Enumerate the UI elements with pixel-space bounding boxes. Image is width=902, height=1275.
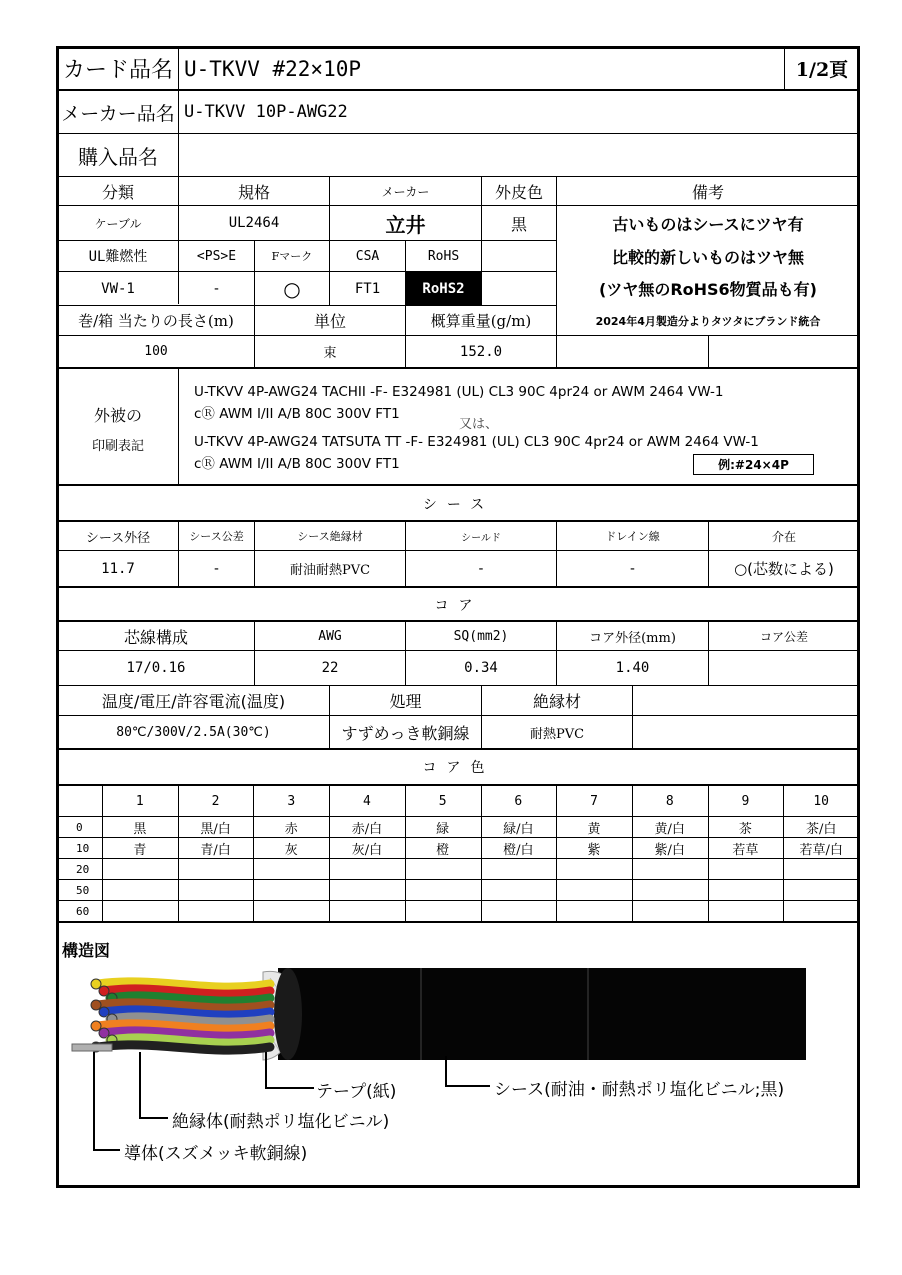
color-row-label: 60 (76, 905, 90, 918)
color-cell: 黄/白 (654, 821, 685, 837)
color-cell: 若草 (732, 842, 759, 858)
remark-line-4: 2024年4月製造分よりタツタにブランド統合 (595, 314, 821, 328)
sheath-insulation-value: 耐油耐熱PVC (289, 563, 371, 578)
rohs-label: RoHS (427, 248, 460, 264)
color-cell (708, 901, 784, 921)
category-value: ケーブル (94, 216, 142, 231)
sheath-section-title: シース (422, 496, 495, 513)
color-cell: 赤 (284, 821, 298, 837)
color-cell (481, 859, 557, 879)
remarks-label: 備考 (691, 182, 724, 202)
printing-label-line2: 印刷表記 (91, 438, 144, 454)
f-mark-label: Fマーク (271, 250, 313, 263)
temp-voltage-value: 80℃/300V/2.5A(30℃) (116, 724, 271, 740)
color-cell: 赤/白 (351, 821, 383, 837)
page-indicator: 1/2頁 (795, 59, 849, 81)
color-cell (102, 859, 178, 879)
shield-label: シールド (461, 532, 501, 544)
core-extra-value (633, 716, 859, 748)
treatment-value: すずめっき軟銅線 (341, 723, 470, 743)
core-color-section-title: コア色 (422, 760, 495, 776)
color-cell: 灰/白 (351, 842, 383, 858)
sheath-tolerance-value: - (212, 560, 221, 577)
color-cell: 黒 (133, 821, 147, 837)
color-cell (329, 880, 405, 900)
color-column-header: 10 (813, 793, 829, 809)
color-column-header: 9 (741, 793, 750, 809)
temp-voltage-label: 温度/電圧/許容電流(温度) (101, 692, 286, 711)
printing-example-box: 例:#24×4P (693, 454, 814, 475)
color-cell (556, 859, 632, 879)
color-cell (405, 880, 481, 900)
core-section-title: コア (434, 597, 483, 614)
sheath-callout: シース(耐油・耐熱ポリ塩化ビニル;黒) (494, 1079, 785, 1100)
strand-config-value: 17/0.16 (126, 660, 186, 676)
color-cell (783, 880, 859, 900)
card-name-value: U-TKVV #22×10P (184, 56, 362, 81)
f-mark-value: ○ (283, 276, 301, 301)
color-cell (102, 901, 178, 921)
length-per-reel-value: 100 (144, 344, 168, 359)
color-cell: 茶 (738, 821, 752, 837)
pse-value: - (212, 280, 221, 297)
color-cell (556, 880, 632, 900)
color-cell (178, 880, 254, 900)
color-cell (253, 901, 329, 921)
color-column-header: 5 (438, 793, 447, 809)
color-cell (178, 859, 254, 879)
printing-label-line1: 外被の (93, 405, 142, 425)
standard-label: 規格 (237, 182, 270, 202)
tape-callout: テープ(紙) (316, 1081, 397, 1102)
purchase-item-label: 購入品名 (78, 144, 158, 169)
conductor-callout: 導体(スズメッキ軟銅線) (124, 1143, 308, 1164)
color-cell (102, 880, 178, 900)
sheath-color-value: 黒 (510, 214, 527, 234)
category-label: 分類 (101, 182, 134, 202)
insulation-material-label: 絶縁材 (532, 692, 581, 711)
filler-label: 介在 (771, 529, 796, 544)
color-cell: 緑 (436, 821, 450, 837)
color-cell (329, 859, 405, 879)
wire-end (91, 1021, 101, 1031)
insulation-callout: 絶縁体(耐熱ポリ塩化ビニル) (172, 1111, 390, 1132)
color-cell (783, 859, 859, 879)
insulated-wire (98, 1045, 270, 1050)
remark-line-3: (ツヤ無のRoHS6物質品も有) (599, 280, 817, 299)
ul-flame-label: UL難燃性 (88, 249, 148, 265)
sheath-od-value: 11.7 (101, 560, 135, 577)
color-cell: 紫/白 (654, 842, 685, 858)
printing-or-text: 又は、 (459, 416, 499, 432)
drain-wire-value: - (628, 560, 637, 577)
color-cell (253, 880, 329, 900)
wire-end (91, 1000, 101, 1010)
color-row-label: 10 (76, 842, 90, 855)
color-cell (253, 859, 329, 879)
color-cell (556, 901, 632, 921)
color-cell: 灰 (284, 842, 298, 858)
core-tolerance-value (709, 651, 859, 685)
color-cell (708, 880, 784, 900)
maker-value: 立井 (385, 212, 426, 237)
color-cell: 茶/白 (805, 821, 837, 837)
filler-value: ○(芯数による) (734, 560, 834, 578)
color-row-label: 50 (76, 884, 90, 897)
unit-label: 単位 (313, 312, 346, 331)
standard-value: UL2464 (228, 215, 280, 231)
color-cell: 紫 (587, 842, 601, 858)
printing-line-2: cⓇ AWM I/II A/B 80C 300V FT1 (194, 406, 400, 422)
drain-wire-label: ドレイン線 (605, 530, 660, 543)
approx-weight-label: 概算重量(g/m) (430, 312, 532, 330)
treatment-label: 処理 (389, 692, 422, 711)
cable-sheath (278, 968, 806, 1060)
conductor-wire (72, 1044, 112, 1051)
insulation-material-value: 耐熱PVC (529, 726, 585, 742)
awg-value: 22 (321, 660, 339, 676)
color-cell (405, 901, 481, 921)
sq-label: SQ(mm2) (453, 628, 509, 644)
color-cell (632, 901, 708, 921)
color-cell (481, 901, 557, 921)
core-extra-label (633, 686, 859, 715)
color-column-header: 2 (211, 793, 220, 809)
structure-diagram-title: 構造図 (62, 940, 111, 960)
sheath-insulation-label: シース絶縁材 (297, 530, 363, 543)
approx-weight-value: 152.0 (459, 343, 503, 360)
color-cell: 橙/白 (503, 842, 534, 858)
color-column-header: 3 (287, 793, 296, 809)
color-column-header: 6 (514, 793, 523, 809)
color-cell: 黄 (587, 821, 601, 837)
color-column-header: 1 (135, 793, 144, 809)
maker-item-value: U-TKVV 10P-AWG22 (184, 102, 348, 122)
card-name-label: カード品名 (62, 58, 173, 83)
awg-label: AWG (318, 628, 342, 644)
color-cell: 若草/白 (799, 842, 843, 858)
color-column-header: 4 (363, 793, 371, 809)
color-column-header: 8 (665, 793, 674, 809)
color-row-label: 0 (76, 821, 83, 834)
color-cell (178, 901, 254, 921)
maker-label: メーカー (381, 184, 430, 199)
strand-config-label: 芯線構成 (123, 627, 188, 647)
maker-item-label: メーカー品名 (61, 102, 175, 125)
core-od-value: 1.40 (615, 660, 650, 676)
ul-flame-value: VW-1 (101, 280, 135, 297)
sq-value: 0.34 (464, 660, 498, 676)
printing-line-3: U-TKVV 4P-AWG24 TATSUTA TT -F- E324981 (UL) CL3 90C 4pr24 or AWM 2464 VW-1 (194, 434, 759, 450)
color-cell (329, 901, 405, 921)
csa-value: FT1 (354, 280, 381, 297)
insulated-wires (91, 979, 270, 1052)
core-od-label: コア外径(mm) (589, 630, 676, 646)
color-cell: 青/白 (200, 842, 231, 858)
color-cell: 青 (133, 842, 147, 858)
remark-line-2: 比較的新しいものはツヤ無 (611, 247, 804, 267)
length-per-reel-label: 巻/箱 当たりの長さ(m) (78, 312, 234, 330)
color-cell: 橙 (436, 842, 450, 858)
color-row-label: 20 (76, 863, 90, 876)
color-cell: 緑/白 (503, 821, 534, 837)
printing-line-1: U-TKVV 4P-AWG24 TACHII -F- E324981 (UL) CL3 90C 4pr24 or AWM 2464 VW-1 (194, 384, 724, 400)
sheath-color-label: 外皮色 (494, 182, 543, 202)
color-cell (405, 859, 481, 879)
rohs-value: RoHS2 (406, 272, 481, 305)
csa-label: CSA (355, 248, 380, 264)
sheath-od-label: シース外径 (85, 530, 151, 546)
color-cell (632, 880, 708, 900)
wire-end (91, 979, 101, 989)
pse-label: <PS>E (196, 248, 237, 264)
unit-value: 束 (323, 346, 337, 361)
color-cell: 黒/白 (200, 821, 231, 837)
purchase-item-value (180, 134, 780, 176)
color-cell (783, 901, 859, 921)
printing-line-4: cⓇ AWM I/II A/B 80C 300V FT1 (194, 456, 400, 472)
color-cell (481, 880, 557, 900)
color-column-header: 7 (590, 793, 598, 809)
remark-line-1: 古いものはシースにツヤ有 (612, 214, 804, 234)
color-cell (708, 859, 784, 879)
core-tolerance-label: コア公差 (759, 629, 808, 644)
color-cell (632, 859, 708, 879)
sheath-tolerance-label: シース公差 (189, 530, 244, 543)
shield-value: - (476, 560, 486, 577)
